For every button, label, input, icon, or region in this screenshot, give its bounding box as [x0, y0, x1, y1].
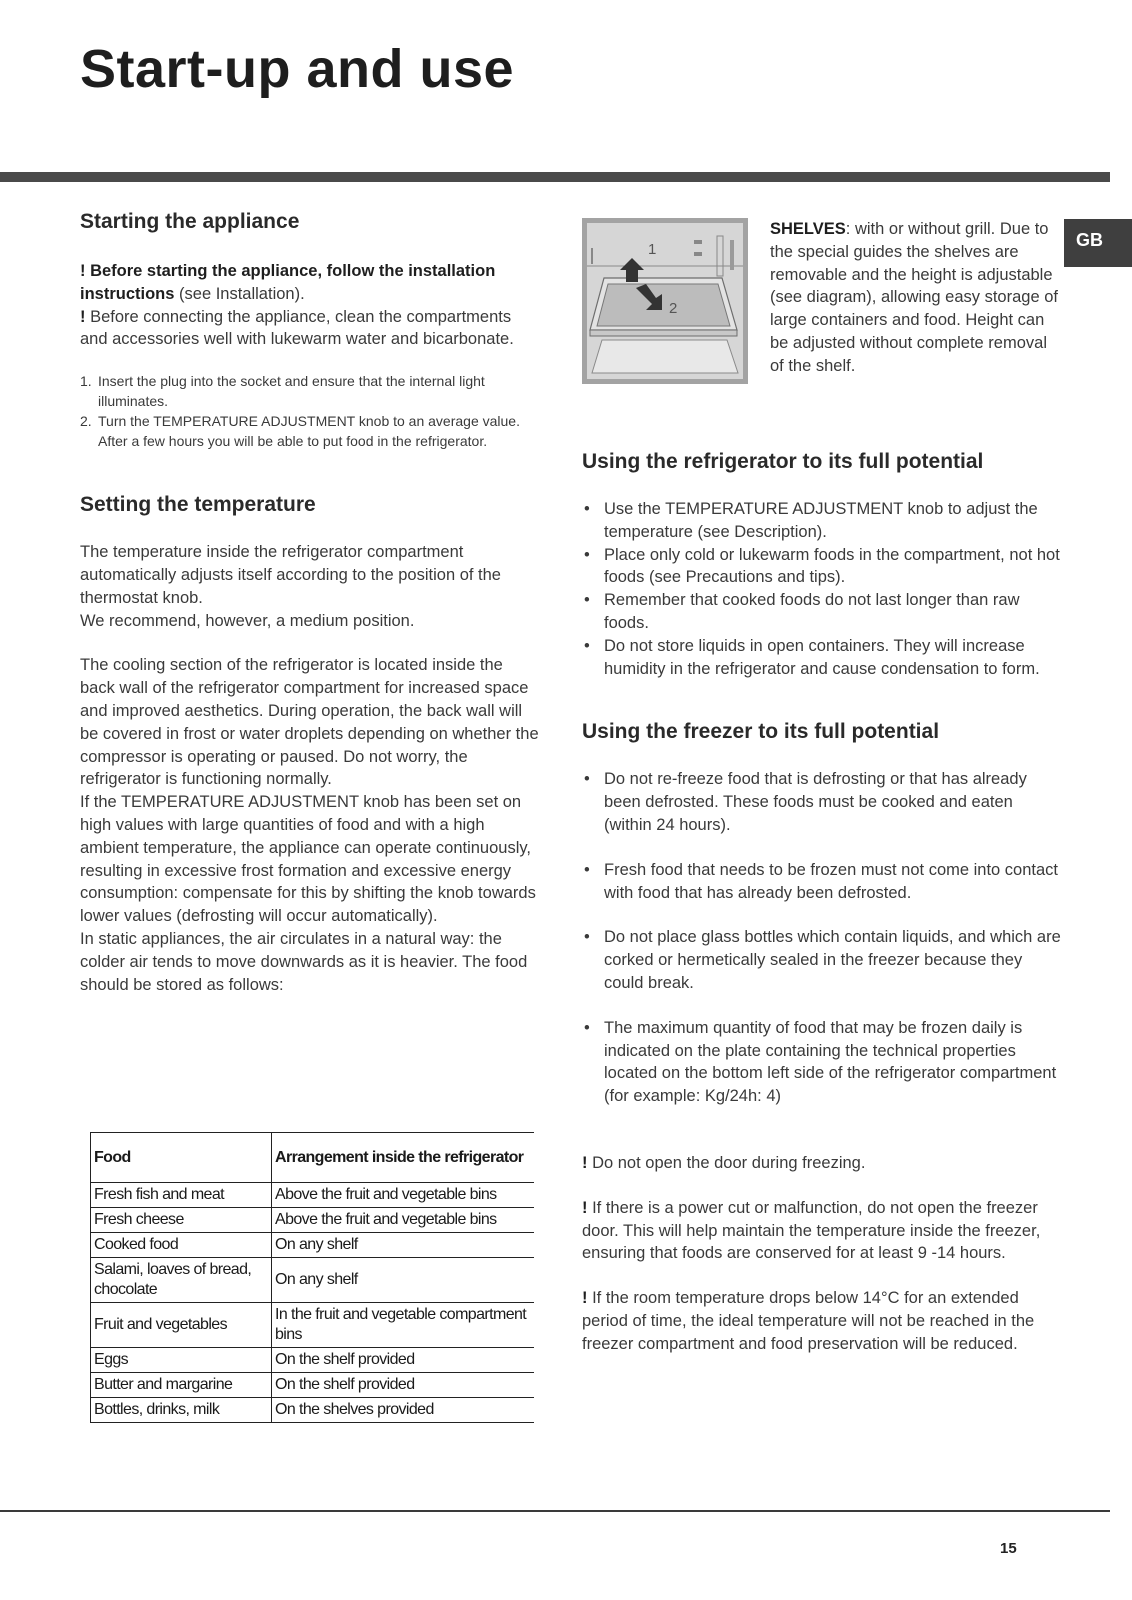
left-column	[80, 210, 540, 996]
step-number: 1.	[80, 373, 92, 390]
table-cell-food: Fruit and vegetables	[91, 1303, 272, 1348]
starting-paragraph-2	[80, 306, 540, 352]
figure-label-1: 1	[648, 241, 657, 258]
temperature-heading: Setting the temperature	[80, 493, 316, 517]
temperature-paragraph-4: If the TEMPERATURE ADJUSTMENT knob has been set on high values with large quantities of food and with a high ambient temperature, the appliance can operate continuously, resulting in excessive frost formation and excessive energy consumption: compensate for this by shifting the knob towards lower values (defrosting will occur automatically).	[80, 793, 536, 926]
step-text: Insert the plug into the socket and ensure that the internal light illuminates.	[98, 373, 485, 410]
freezer-use-list	[582, 768, 1062, 1108]
table-row	[91, 1398, 535, 1423]
table-cell-arrangement: On the shelf provided	[272, 1373, 535, 1398]
language-tab: GB	[1064, 219, 1132, 267]
shelves-text: : with or without grill. Due to the special guides the shelves are removable and the height is adjustable (see diagram), allowing easy storage of large containers and food. Height can be adjusted without complete removal of the shelf.	[770, 220, 1058, 375]
table-row	[91, 1208, 535, 1233]
table-row	[91, 1258, 535, 1303]
table-cell-food: Salami, loaves of bread, chocolate	[91, 1258, 272, 1303]
warning-mark: !	[582, 1153, 588, 1172]
freezer-use-heading: Using the freezer to its full potential	[582, 720, 940, 744]
note-text: Do not open the door during freezing.	[587, 1153, 866, 1172]
freezer-note-3	[582, 1287, 1062, 1355]
table-cell-arrangement: Above the fruit and vegetable bins	[272, 1183, 535, 1208]
list-item: • The maximum quantity of food that may be frozen daily is indicated on the plate containing the technical properties located on the bottom left side of the refrigerator compartment (for example: Kg/24h: 4)	[582, 1017, 1062, 1108]
step-number: 2.	[80, 413, 92, 430]
list-item	[80, 371, 540, 411]
table-cell-food: Bottles, drinks, milk	[91, 1398, 272, 1423]
table-cell-arrangement: Above the fruit and vegetable bins	[272, 1208, 535, 1233]
warning-mark: !	[582, 1289, 588, 1308]
list-item: • Use the TEMPERATURE ADJUSTMENT knob to adjust the temperature (see Description).	[582, 498, 1062, 544]
table-row	[91, 1233, 535, 1258]
table-cell-food: Butter and margarine	[91, 1373, 272, 1398]
step-text: Turn the TEMPERATURE ADJUSTMENT knob to an average value. After a few hours you will be able to put food in the refrigerator.	[98, 413, 520, 450]
table-cell-food: Fresh cheese	[91, 1208, 272, 1233]
warning-mark: !	[80, 307, 86, 326]
right-column	[582, 450, 1062, 1356]
list-item: • Place only cold or lukewarm foods in the compartment, not hot foods (see Precautions and tips).	[582, 544, 1062, 590]
list-item: • Do not store liquids in open containers. They will increase humidity in the refrigerator and cause condensation to form.	[582, 635, 1062, 681]
table-row	[91, 1373, 535, 1398]
table-cell-arrangement: In the fruit and vegetable compartment bins	[272, 1303, 535, 1348]
list-item: • Do not re-freeze food that is defrosting or that has already been defrosted. These foods must be cooked and eaten (within 24 hours).	[582, 768, 1062, 836]
starting-heading: Starting the appliance	[80, 210, 300, 233]
freezer-note-1	[582, 1152, 1062, 1175]
note-text: If the room temperature drops below 14°C for an extended period of time, the ideal temperature will not be reached in the freezer compartment and food preservation will be reduced.	[582, 1289, 1035, 1353]
table-header-cell: Arrangement inside the refrigerator	[272, 1133, 535, 1183]
page-title: Start-up and use	[80, 39, 515, 99]
starting-paragraph-1	[80, 260, 540, 306]
table-cell-arrangement: On the shelf provided	[272, 1348, 535, 1373]
table-cell-arrangement: On the shelves provided	[272, 1398, 535, 1423]
page-number: 15	[1000, 1540, 1017, 1557]
starting-steps	[80, 371, 540, 451]
temperature-paragraph-1: The temperature inside the refrigerator compartment automatically adjusts itself according to the position of the thermostat knob.	[80, 543, 501, 607]
fridge-use-list	[582, 498, 1062, 680]
table-row	[91, 1303, 535, 1348]
table-header-row	[91, 1133, 535, 1183]
figure-label-2: 2	[669, 300, 678, 317]
shelf-adjustment-diagram	[582, 218, 748, 384]
table-row	[91, 1348, 535, 1373]
food-storage-table	[90, 1132, 534, 1423]
starting-warning-bold: ! Before starting the appliance, follow the installation instructions	[80, 262, 496, 303]
temperature-paragraph-5: In static appliances, the air circulates in a natural way: the colder air tends to move downwards as it is heavier. The food should be stored as follows:	[80, 929, 528, 994]
list-item	[80, 411, 540, 451]
list-item: • Fresh food that needs to be frozen must not come into contact with food that has already been defrosted.	[582, 859, 1062, 905]
table-cell-arrangement: On any shelf	[272, 1233, 535, 1258]
freezer-note-2	[582, 1197, 1062, 1265]
table-header-cell: Food	[91, 1133, 272, 1183]
fridge-use-heading: Using the refrigerator to its full potential	[582, 450, 984, 473]
temperature-paragraph-2: We recommend, however, a medium position.	[80, 611, 415, 630]
table-cell-food: Eggs	[91, 1348, 272, 1373]
starting-warning-rest: (see Installation).	[174, 284, 305, 303]
table-cell-food: Cooked food	[91, 1233, 272, 1258]
shelves-description	[770, 218, 1060, 378]
header-rule	[0, 172, 1110, 182]
temperature-paragraph-3: The cooling section of the refrigerator is located inside the back wall of the refrigerator compartment for increased space and improved aesthetics. During operation, the back wall will be covered in frost or water droplets depending on whether the compressor is operating or paused. Do not worry, the refrigerator is functioning normally.	[80, 656, 539, 789]
table-row	[91, 1183, 535, 1208]
table-cell-arrangement: On any shelf	[272, 1258, 535, 1303]
list-item: • Do not place glass bottles which contain liquids, and which are corked or hermetically sealed in the freezer because they could break.	[582, 926, 1062, 994]
list-item: • Remember that cooked foods do not last longer than raw foods.	[582, 589, 1062, 635]
note-text: If there is a power cut or malfunction, do not open the freezer door. This will help maintain the temperature inside the freezer, ensuring that foods are conserved for at least 9 -14 hours.	[582, 1198, 1041, 1263]
table-cell-food: Fresh fish and meat	[91, 1183, 272, 1208]
shelves-label: SHELVES	[770, 220, 846, 238]
starting-clean-text: Before connecting the appliance, clean the compartments and accessories well with lukewarm water and bicarbonate.	[80, 307, 514, 349]
warning-mark: !	[582, 1198, 588, 1217]
footer-rule	[0, 1510, 1110, 1512]
